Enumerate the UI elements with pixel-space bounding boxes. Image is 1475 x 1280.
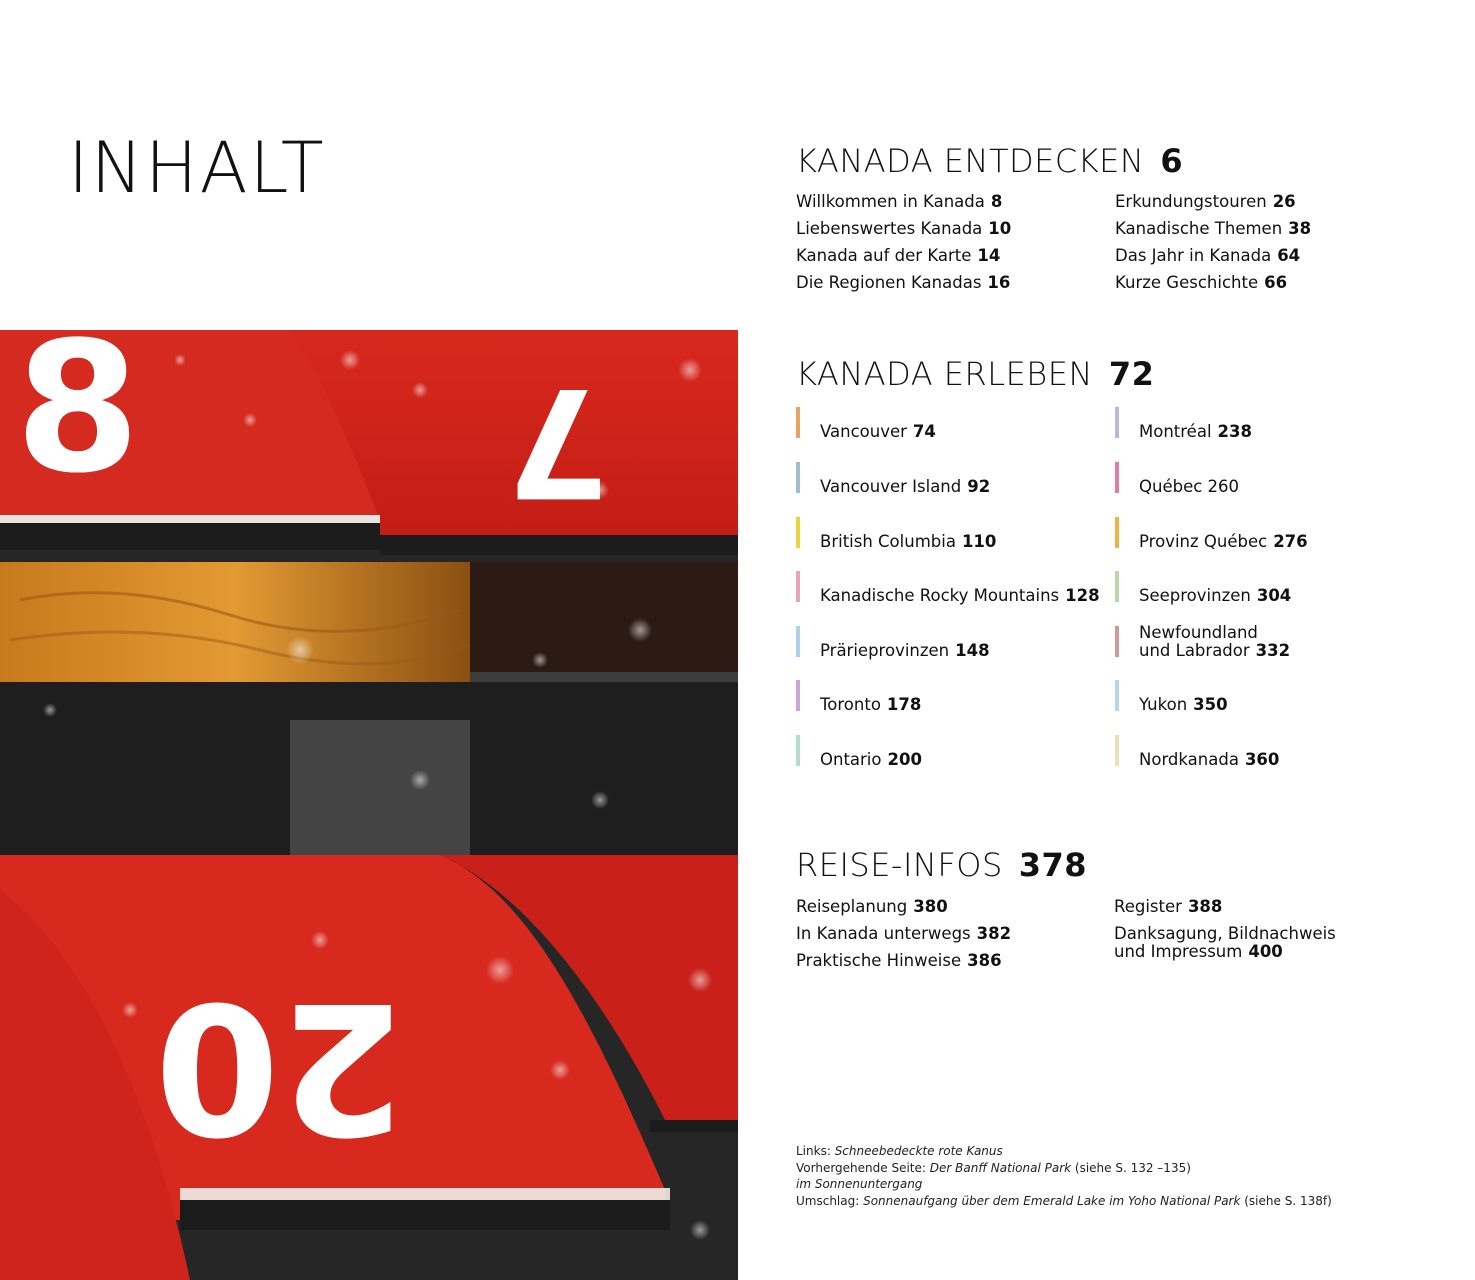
region-color-bar xyxy=(1115,462,1119,493)
toc-item-page: 388 xyxy=(1187,897,1223,916)
canoe-number-20: 20 xyxy=(154,962,405,1171)
section-title-text: KANADA ERLEBEN xyxy=(796,355,1093,393)
toc-item-label: Newfoundland xyxy=(1139,623,1258,642)
toc-item-label: Die Regionen Kanadas xyxy=(796,273,982,292)
toc-item[interactable] xyxy=(1114,925,1336,961)
toc-item[interactable] xyxy=(796,242,1011,269)
toc-item[interactable] xyxy=(1115,188,1311,215)
toc-list-entdecken-col2 xyxy=(1115,188,1311,296)
toc-item-label: Ontario xyxy=(820,750,882,769)
toc-item-page: 332 xyxy=(1255,641,1291,660)
credit-suffix: (siehe S. 132 –135) xyxy=(1071,1160,1191,1175)
toc-item-label: Nordkanada xyxy=(1139,750,1239,769)
toc-item-label-line2: und Labrador xyxy=(1139,641,1250,660)
toc-item[interactable] xyxy=(796,269,1011,296)
toc-item-page: 238 xyxy=(1217,422,1252,441)
region-color-bar xyxy=(796,626,800,657)
toc-item[interactable] xyxy=(1114,893,1336,920)
region-color-bar xyxy=(796,735,800,766)
credit-suffix: (siehe S. 138f) xyxy=(1240,1193,1332,1208)
toc-item-page: 386 xyxy=(967,951,1002,970)
toc-item-label: Vancouver xyxy=(820,422,907,441)
toc-item-page: 110 xyxy=(961,532,997,551)
toc-item-label: Kanadische Rocky Mountains xyxy=(820,586,1060,605)
region-color-bar xyxy=(796,680,800,711)
toc-item-label-line2: und Impressum xyxy=(1114,942,1243,961)
toc-item-label: Praktische Hinweise xyxy=(796,951,962,970)
toc-item-label: Montréal xyxy=(1139,422,1212,441)
credit-text: Der Banff National Park xyxy=(929,1160,1072,1175)
toc-item-label: In Kanada unterwegs xyxy=(796,924,971,943)
toc-item-page: 200 xyxy=(887,750,922,769)
toc-item-page: 350 xyxy=(1193,695,1228,714)
toc-item[interactable] xyxy=(1115,242,1311,269)
credit-label: Vorhergehende Seite: xyxy=(796,1160,930,1175)
toc-item-label: Québec 260 xyxy=(1139,477,1240,496)
credit-text: Sonnenaufgang über dem Emerald Lake im Yoho National Park xyxy=(863,1193,1241,1208)
toc-item-page: 92 xyxy=(967,477,991,496)
page-title: INHALT xyxy=(68,127,326,209)
section-page-number: 378 xyxy=(1018,846,1088,884)
toc-item[interactable] xyxy=(796,893,1011,920)
region-color-bar xyxy=(796,407,800,438)
toc-item-label: Yukon xyxy=(1139,695,1188,714)
toc-item-page: 360 xyxy=(1244,750,1280,769)
toc-item-page: 26 xyxy=(1272,192,1296,211)
toc-item-label: Kurze Geschichte xyxy=(1115,273,1259,292)
toc-item[interactable] xyxy=(796,188,1011,215)
canoe-photo xyxy=(0,330,738,1280)
toc-item-page: 14 xyxy=(977,246,1001,265)
toc-item-label: Seeprovinzen xyxy=(1139,586,1251,605)
toc-list-entdecken-col1 xyxy=(796,188,1011,296)
region-color-bar xyxy=(796,571,800,602)
toc-item[interactable] xyxy=(796,920,1011,947)
region-color-bar xyxy=(796,517,800,548)
toc-item-page: 10 xyxy=(988,219,1012,238)
toc-item-label: Liebenswertes Kanada xyxy=(796,219,983,238)
toc-item-page: 304 xyxy=(1256,586,1292,605)
section-page-number: 6 xyxy=(1160,142,1184,180)
toc-item[interactable] xyxy=(796,947,1011,974)
toc-item-label: Register xyxy=(1114,897,1182,916)
toc-item-label: Danksagung, Bildnachweis xyxy=(1114,924,1336,943)
toc-item-label: Reiseplanung xyxy=(796,897,908,916)
region-color-bar xyxy=(1115,517,1119,548)
toc-item-page: 276 xyxy=(1273,532,1308,551)
toc-item-label: Erkundungstouren xyxy=(1115,192,1267,211)
toc-list-infos-col1 xyxy=(796,893,1011,974)
canoe-number-7: 7 xyxy=(505,354,610,528)
section-title-entdecken xyxy=(796,142,1184,180)
toc-item-label: Das Jahr in Kanada xyxy=(1115,246,1272,265)
section-title-text: REISE-INFOS xyxy=(796,846,1003,884)
section-page-number: 72 xyxy=(1108,355,1155,393)
toc-item-label: Provinz Québec xyxy=(1139,532,1268,551)
toc-item-label: Kanadische Themen xyxy=(1115,219,1283,238)
toc-item-page: 178 xyxy=(886,695,922,714)
toc-item-page: 148 xyxy=(955,641,990,660)
toc-item-label: Kanada auf der Karte xyxy=(796,246,972,265)
region-color-bar xyxy=(1115,571,1119,602)
toc-item-page: 128 xyxy=(1065,586,1100,605)
region-color-bar xyxy=(1115,626,1119,657)
toc-item-page: 16 xyxy=(987,273,1011,292)
toc-item-page: 66 xyxy=(1264,273,1288,292)
toc-item-label: Vancouver Island xyxy=(820,477,962,496)
toc-item-page: 74 xyxy=(912,422,936,441)
toc-item-page: 64 xyxy=(1277,246,1301,265)
toc-item-page: 400 xyxy=(1248,942,1283,961)
section-title-infos xyxy=(796,846,1088,884)
toc-item[interactable] xyxy=(796,215,1011,242)
credit-text: Schneebedeckte rote Kanus xyxy=(834,1144,1003,1158)
section-title-erleben xyxy=(796,355,1155,393)
toc-list-infos-col2 xyxy=(1114,893,1336,961)
canoe-number-8: 8 xyxy=(15,330,141,513)
section-title-text: KANADA ENTDECKEN xyxy=(796,142,1145,180)
region-color-bar xyxy=(1115,407,1119,438)
toc-item-page: 38 xyxy=(1288,219,1312,238)
credit-label: Umschlag: xyxy=(796,1193,864,1208)
toc-item-label: British Columbia xyxy=(820,532,956,551)
toc-item-label: Toronto xyxy=(820,695,881,714)
region-color-bar xyxy=(796,462,800,493)
photo-credits xyxy=(796,1143,1332,1209)
credit-label: Links: xyxy=(796,1144,835,1158)
toc-item-label: Willkommen in Kanada xyxy=(796,192,985,211)
toc-item[interactable] xyxy=(1115,269,1311,296)
toc-item[interactable] xyxy=(1115,215,1311,242)
credit-text: im Sonnenuntergang xyxy=(796,1177,923,1191)
toc-item-label: Prärieprovinzen xyxy=(820,641,950,660)
toc-item-page: 380 xyxy=(913,897,948,916)
toc-item-page: 382 xyxy=(976,924,1012,943)
region-color-bar xyxy=(1115,680,1119,711)
toc-item-page: 8 xyxy=(990,192,1003,211)
region-color-bar xyxy=(1115,735,1119,766)
